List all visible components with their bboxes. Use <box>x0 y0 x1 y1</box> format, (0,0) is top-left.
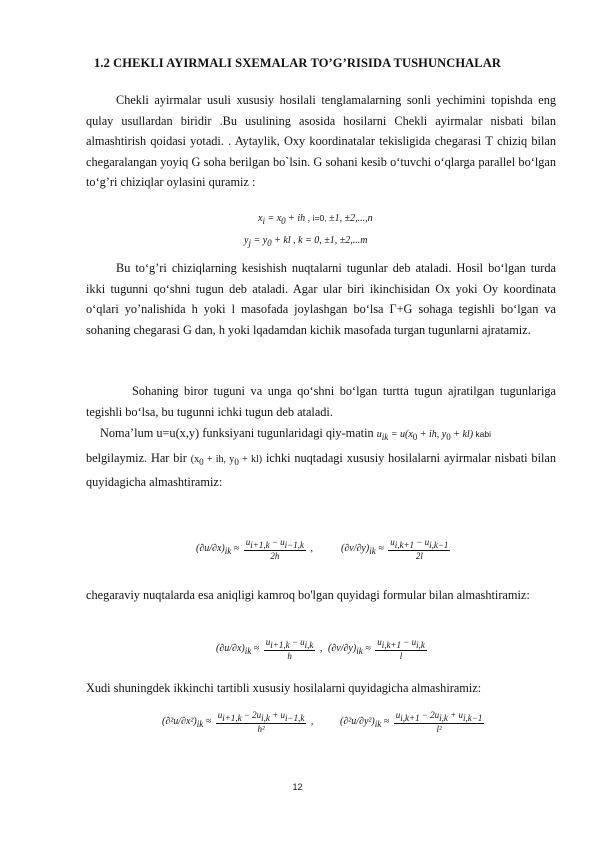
paragraph-boundary: chegaraviy nuqtalarda esa aniqligi kamroq bo'lgan quyidagi formular bilan almashtiramiz: <box>86 588 530 602</box>
p4-u-sub: ik <box>381 432 389 442</box>
eq4-left-lhs: (∂²u/∂x²) <box>162 716 197 728</box>
p4-kabi: kabi <box>473 429 492 439</box>
p4-point3: + kl) <box>238 453 263 465</box>
eq2-ln-c: i−1,k <box>284 539 304 550</box>
p4-point: (x <box>190 453 200 465</box>
eq2-left-den: 2h <box>270 550 280 561</box>
eq2-left-fraction <box>244 537 306 561</box>
eq4-ln-d: + u <box>269 710 285 720</box>
eq1-x: x <box>258 213 263 224</box>
eq4-right-num <box>394 710 485 724</box>
eq3-right-lhs: (∂v/∂y) <box>328 643 357 655</box>
eq4-ln-u: u <box>217 710 223 720</box>
eq2-right-sub: ik <box>369 546 376 557</box>
p4-point-sub: 0 <box>199 456 204 467</box>
eq4-comma: , <box>310 716 314 728</box>
eq3-left-sub: ik <box>244 646 252 657</box>
eq2-right-lhs: (∂v/∂y) <box>341 543 370 555</box>
eq1-x-rhs2: + ih , <box>285 213 311 224</box>
eq1-y-rhs: = y <box>253 235 268 246</box>
eq4-ln-e: i−1,k <box>285 712 305 723</box>
eq3-right-den: l <box>399 650 403 661</box>
eq3-right-sub: ik <box>356 646 363 657</box>
eq4-right-sub: ik <box>374 719 382 730</box>
paragraph-intro: Chekli ayirmalar usuli xususiy hosilali tenglamalarning sonli yechimini topishda eng qulay usullardan biridir .Bu usulining asosida hosilarni Chekli ayirmalar nisbati bilan almashtirish qoidasi yotadi. . Aytaylik, Oxy koordinatalar tekisligida chegarasi Т chiziq bilan chegaralangan yoyiq G soha berilgan bo`lsin. G sohani kesib o‘tuvchi o‘qlarga parallel bo‘lgan to‘g’ri chiziqlar oylasini quramiz : <box>86 93 556 190</box>
section-title: 1.2 CHEKLI AYIRMALI SXEMALAR TO’G’RISIDA TUSHUNCHALAR <box>94 56 501 70</box>
p4-u-rest2: + ih, y <box>417 429 447 440</box>
eq2-left-sub: ik <box>224 546 232 557</box>
eq1-y-sub: j <box>248 238 251 248</box>
eq2-rn-c: i,k−1 <box>429 539 449 550</box>
eq2-left-num <box>244 537 306 551</box>
eq2-comma: , <box>310 543 313 555</box>
eq4-right-den: l² <box>436 723 442 734</box>
eq1-y-rhs-sub: 0 <box>267 238 272 248</box>
eq4-ln-a: i+1,k <box>222 712 242 723</box>
eq3-comma: , <box>319 643 323 655</box>
eq3-ln-c: i,k <box>304 639 314 650</box>
eq2-left-lhs: (∂u/∂x) <box>196 543 225 555</box>
p4-u-rest: = u(x <box>388 429 413 440</box>
eq2-right-den: 2l <box>415 550 423 561</box>
p4-point2: + ih, y <box>203 453 235 465</box>
eq4-rn-c: i,k <box>439 712 448 723</box>
p4-text-c: ichki nuqtadagi xususiy hosilalarni ayirmalar nisbati bilan quyidagicha almashtiramiz: <box>86 450 557 490</box>
p4-text-a: Noma’lum u=u(x,y) funksiyani tugunlaridagi qiy-matin <box>100 426 374 440</box>
eq2-rn-a: i,k+1 <box>394 539 415 550</box>
eq4-rn-b: − 2u <box>419 710 440 720</box>
equation-x-grid <box>258 213 373 226</box>
eq4-ln-c: i,k <box>261 712 270 723</box>
paragraph-notation <box>86 423 556 493</box>
p4-text-b: belgilaymiz. Har bir <box>86 450 187 465</box>
eq3-rn-u: u <box>377 637 382 647</box>
eq4-rn-a: i,k+1 <box>400 712 420 723</box>
eq3-ln-u: u <box>265 637 271 647</box>
equation-central-diff-x: $(\partial u/\partial x)_{ik}$ ≈ $\frac{u_{i+1,k} - u_{i-1,k}}{2h}$ , <box>196 537 313 561</box>
eq3-ln-a: i+1,k <box>270 639 290 650</box>
eq4-left-fraction <box>216 710 307 734</box>
equation-second-diff-x: $(\partial^2u/\partial x^2)_{ik}$ ≈ $\frac{u_{i+1,k} - 2u_{i,k} + u_{i-1,k}}{\text{h²}}$ , <box>162 710 314 734</box>
eq1-y: y <box>244 235 249 246</box>
paragraph-inner-node: Sohaning biror tuguni va unga qo‘shni bo‘lgan turtta tugun ajratilgan tugunlariga tegishli bo‘lsa, bu tugunni ichki tugun deb ataladi. <box>86 384 556 419</box>
equation-forward-diff-y: $(\partial v/\partial y)_{ik}$ ≈ $\frac{u_{i,k+1} - u_{i,k}}{l}$ <box>328 637 425 661</box>
equation-y-grid <box>244 235 368 248</box>
eq3-right-num <box>375 637 427 651</box>
eq2-ln-u: u <box>245 537 251 547</box>
eq4-rn-e: i,k−1 <box>463 712 483 723</box>
eq4-right-lhs: (∂²u/∂y²) <box>340 716 375 728</box>
eq2-rn-b: − u <box>414 537 430 547</box>
paragraph-second-order: Xudi shuningdek ikkinchi tartibli xususiy hosilalarni quyidagicha almashiramiz: <box>86 681 482 695</box>
eq1-index: i=0, <box>312 213 327 223</box>
eq3-rn-a: i,k+1 <box>381 639 402 650</box>
eq3-left-den: h <box>287 650 292 661</box>
paragraph-nodes: Bu to‘g’ri chiziqlarning kesishish nuqtalarni tugunlar deb ataladi. Hosil bo‘lgan turda ikki tugunni qo‘shni tugun deb ataladi. Agar ular biri ikinchisidan Ox yoki Oy koordinata o‘qlari yo’nalishida h yoki l masofada joylashgan bo‘lsa Г+G sohaga tegishli bo‘lgan va sohaning chegarasi G dan, h yoki lqadamdan kichik masofada turgan tugunlarni ajratamiz. <box>86 261 556 337</box>
eq3-rn-c: i,k <box>416 639 425 650</box>
eq3-rn-b: − u <box>401 637 417 647</box>
eq2-rn-u: u <box>390 537 395 547</box>
eq4-rn-d: + u <box>447 710 463 720</box>
equation-central-diff-y: $(\partial v/\partial y)_{ik}$ ≈ $\frac{u_{i,k+1} - u_{i,k-1}}{2l}$ <box>341 537 449 561</box>
equation-forward-diff-x: $(\partial u/\partial x)_{ik}$ ≈ $\frac{u_{i+1,k} - u_{i,k}}{h}$ , <box>216 637 323 661</box>
inline-formula-u-ik <box>377 429 473 440</box>
eq1-x-rhs: = x <box>267 213 282 224</box>
eq2-ln-b: − u <box>269 537 285 547</box>
eq3-left-fraction <box>264 637 316 661</box>
equation-second-diff-y: $(\partial^2u/\partial y^2)_{ik}$ ≈ $\frac{u_{i,k+1} - 2u_{i,k} + u_{i,k-1}}{\text{l²}}$ <box>340 710 483 734</box>
eq3-right-fraction <box>375 637 427 661</box>
eq2-ln-a: i+1,k <box>250 539 270 550</box>
eq4-ln-b: − 2u <box>241 710 262 720</box>
eq2-right-num <box>388 537 450 551</box>
page-number: 12 <box>292 782 303 792</box>
eq1-range: ±1, ±2,...,n <box>329 213 373 224</box>
eq4-left-den: h² <box>257 723 265 734</box>
p4-u-rest3: + kl) <box>450 429 474 440</box>
p4-u: u <box>376 429 382 440</box>
eq1-x-rhs-sub: 0 <box>281 216 286 226</box>
eq4-right-fraction <box>394 710 485 734</box>
p4-y0-sub: 0 <box>446 432 451 442</box>
p4-x0-sub: 0 <box>412 432 418 442</box>
eq3-left-lhs: (∂u/∂x) <box>216 643 245 655</box>
eq1-y-rhs2: + kl , k = 0, ±1, ±2,...m <box>271 235 368 246</box>
eq2-right-fraction <box>388 537 450 561</box>
eq3-left-num <box>264 637 316 651</box>
inline-formula-point <box>191 454 262 465</box>
eq4-left-sub: ik <box>196 719 204 730</box>
eq3-ln-b: − u <box>289 637 305 647</box>
eq1-x-sub: i <box>262 216 265 226</box>
eq4-rn-u: u <box>395 710 401 720</box>
p4-point2-sub: 0 <box>234 456 239 467</box>
eq4-left-num <box>216 710 307 724</box>
